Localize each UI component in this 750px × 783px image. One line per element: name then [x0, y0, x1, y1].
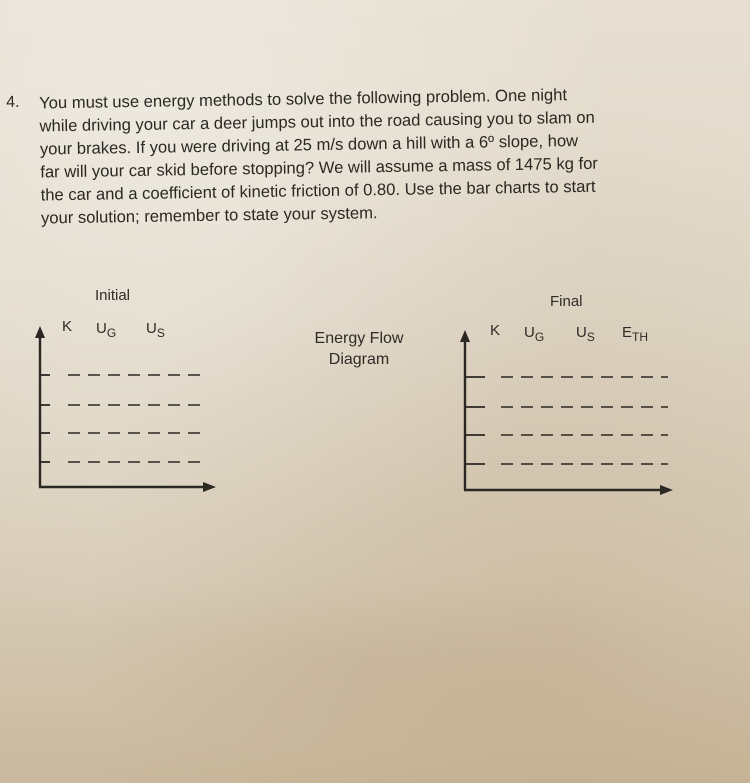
energy-flow-line1: Energy Flow — [314, 330, 404, 347]
bleed-through-shadow — [60, 570, 680, 750]
problem-line: the car and a coefficient of kinetic friction of 0.80. Use the bar charts to start — [40, 176, 596, 205]
problem-number: 4. — [6, 93, 20, 111]
problem-4 — [6, 81, 716, 228]
problem-line: far will your car skid before stopping? We will assume a mass of 1475 kg for — [40, 153, 599, 182]
final-chart-title: Final — [550, 293, 583, 310]
col-sub: TH — [632, 330, 649, 344]
col-sub: G — [534, 330, 545, 344]
problem-line: You must use energy methods to solve the following problem. One night — [39, 85, 568, 113]
problem-line: your solution; remember to state your system. — [40, 203, 378, 228]
initial-bar-chart — [28, 326, 223, 498]
col-main: E — [622, 324, 633, 341]
energy-flow-diagram-label — [300, 328, 418, 370]
col-main: U — [576, 324, 587, 341]
col-main: K — [490, 322, 501, 339]
final-x-arrowhead — [660, 485, 673, 495]
col-main: U — [96, 320, 107, 337]
col-sub: G — [106, 326, 117, 340]
problem-line: while driving your car a deer jumps out into the road causing you to slam on — [39, 107, 595, 136]
energy-flow-line2: Diagram — [328, 351, 390, 368]
initial-chart-title: Initial — [95, 287, 131, 304]
initial-x-arrowhead — [203, 482, 216, 492]
col-main: U — [524, 324, 535, 341]
col-main: K — [62, 318, 73, 335]
final-bar-chart — [453, 330, 683, 502]
col-sub: S — [586, 330, 595, 344]
col-sub: S — [156, 326, 165, 340]
problem-text — [39, 81, 721, 230]
col-main: U — [146, 320, 157, 337]
problem-line: your brakes. If you were driving at 25 m/s down a hill with a 6º slope, how — [39, 131, 579, 159]
